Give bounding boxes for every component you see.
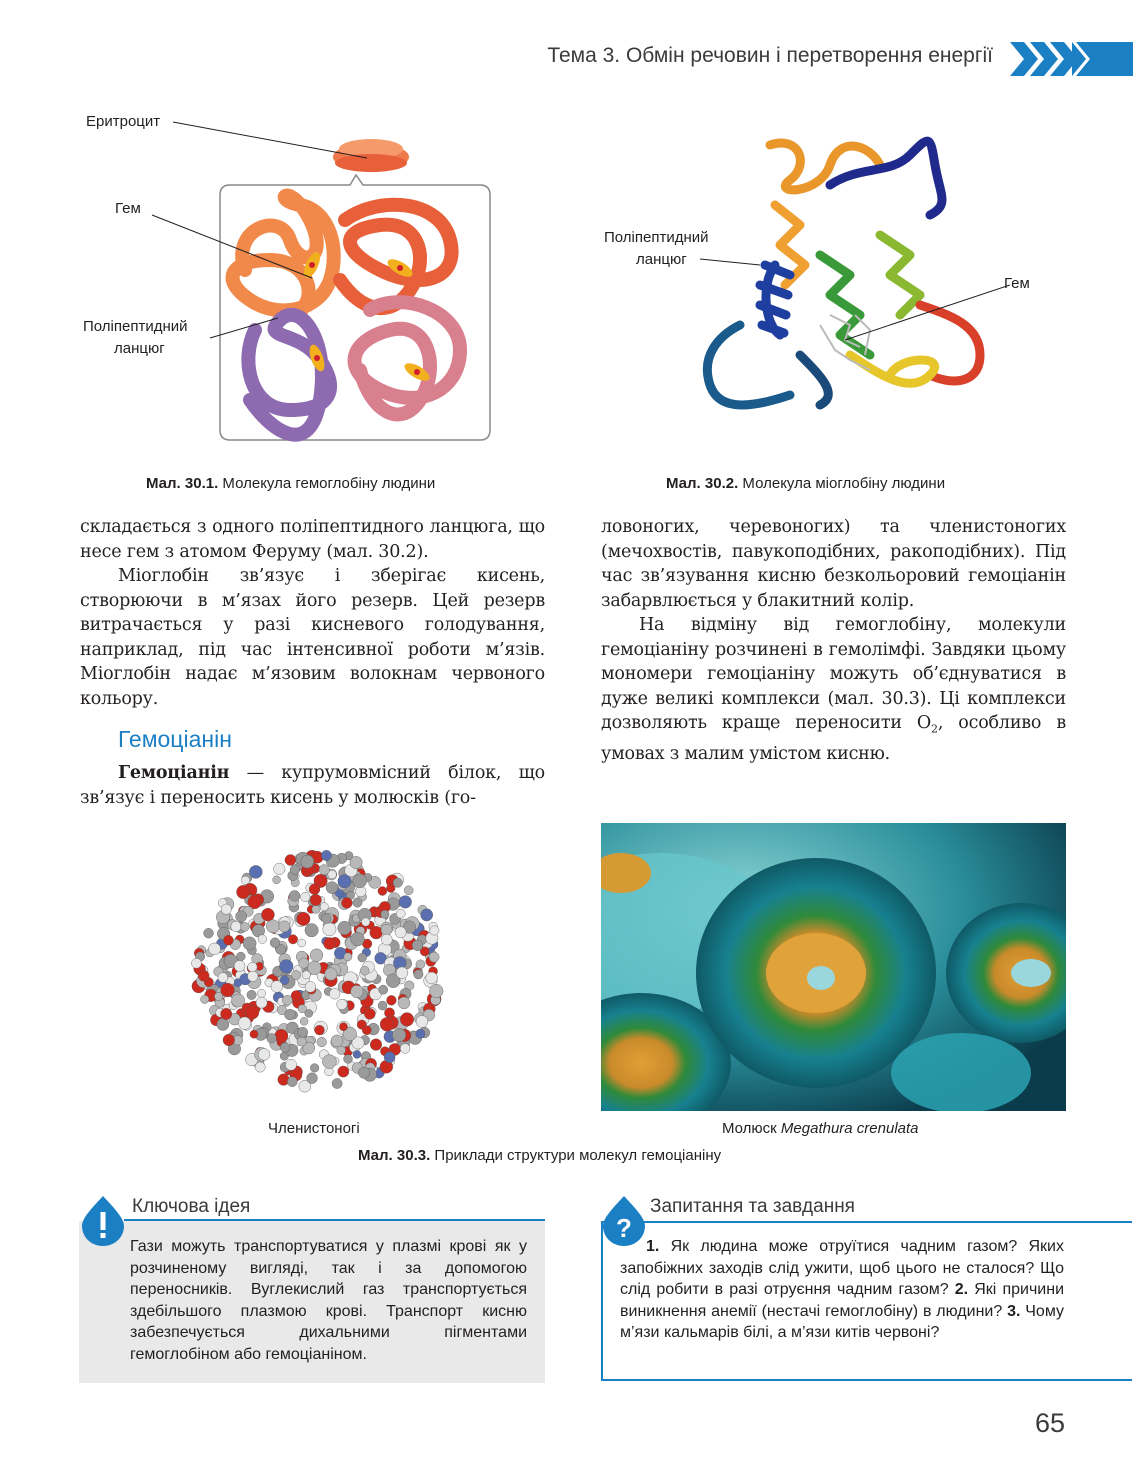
- atom-sphere: [218, 973, 228, 983]
- atom-sphere: [301, 892, 311, 902]
- atom-sphere: [338, 921, 352, 935]
- myoglobin-illustration: [680, 125, 1010, 425]
- atom-sphere: [358, 953, 367, 962]
- atom-sphere: [404, 886, 413, 895]
- atom-sphere: [399, 896, 412, 909]
- atom-sphere: [305, 982, 316, 993]
- arthropod-hemocyanin-image: [180, 825, 460, 1110]
- atom-sphere: [326, 882, 338, 894]
- atom-sphere: [271, 981, 283, 993]
- atom-sphere: [234, 979, 242, 987]
- divider: [124, 1219, 545, 1221]
- atom-sphere: [290, 865, 300, 875]
- atom-sphere: [214, 992, 222, 1000]
- chevron-right-icon: [1010, 40, 1133, 78]
- atom-sphere: [312, 905, 320, 913]
- atom-sphere: [243, 937, 256, 950]
- atom-sphere: [307, 1073, 318, 1084]
- atom-sphere: [298, 939, 306, 947]
- mollusc-hemocyanin-image: [601, 823, 1066, 1111]
- atom-sphere: [351, 932, 365, 946]
- atom-sphere: [323, 923, 336, 936]
- atom-sphere: [238, 1017, 251, 1030]
- atom-sphere: [291, 991, 302, 1002]
- atom-sphere: [299, 958, 309, 968]
- atom-sphere: [301, 855, 314, 868]
- atom-sphere: [315, 1025, 325, 1035]
- atom-sphere: [297, 912, 310, 925]
- label-chain: ланцюг: [114, 340, 165, 357]
- atom-sphere: [287, 1077, 297, 1087]
- atom-sphere: [338, 1066, 349, 1077]
- atom-sphere: [364, 1008, 375, 1019]
- atom-sphere: [321, 850, 331, 860]
- atom-sphere: [398, 997, 410, 1009]
- paragraph: складається з одного поліпептидного ланцюга, що несе гем з атомом Феруму (мал. 30.2).: [80, 517, 545, 562]
- atom-sphere: [256, 997, 267, 1008]
- atom-sphere: [209, 943, 221, 955]
- atom-sphere: [258, 935, 267, 944]
- atom-sphere: [380, 1017, 394, 1031]
- atom-sphere: [248, 962, 258, 972]
- left-text-column: [80, 515, 545, 711]
- atom-sphere: [320, 903, 328, 911]
- atom-sphere: [297, 1037, 306, 1046]
- atom-sphere: [223, 1034, 235, 1046]
- atom-sphere: [198, 970, 209, 981]
- atom-sphere: [279, 921, 290, 932]
- atom-sphere: [223, 935, 233, 945]
- atom-sphere: [416, 1029, 425, 1038]
- page-number: 65: [1034, 1408, 1065, 1438]
- atom-sphere: [426, 972, 438, 984]
- atom-sphere: [400, 1013, 414, 1027]
- atom-sphere: [416, 960, 425, 969]
- atom-sphere: [234, 961, 245, 972]
- atom-sphere: [266, 920, 279, 933]
- svg-text:?: ?: [616, 1213, 632, 1243]
- atom-sphere: [310, 1064, 319, 1073]
- atom-sphere: [342, 898, 353, 909]
- atom-sphere: [280, 960, 294, 974]
- atom-sphere: [257, 989, 265, 997]
- key-idea-text: Гази можуть транспортуватися у плазмі крові як у розчиненому вигляді, так і за допомогою переносників. Вуглекислий газ транспортується здебільшого плазмою крові. Транспорт кисню забезпечується дихальними пігментами гемоглобіном або гемоціаніном.: [130, 1238, 527, 1363]
- atom-sphere: [317, 1037, 327, 1047]
- atom-sphere: [414, 970, 423, 979]
- atom-sphere: [360, 966, 369, 975]
- atom-sphere: [310, 894, 321, 905]
- right-text-column: [601, 515, 1066, 767]
- atom-sphere: [255, 1062, 265, 1072]
- atom-sphere: [221, 1008, 232, 1019]
- atom-sphere: [285, 855, 296, 866]
- atom-sphere: [338, 875, 351, 888]
- label-polypeptide: Поліпептидний: [83, 318, 188, 335]
- figure-caption: Мал. 30.1. Молекула гемоглобіну людини: [146, 475, 436, 492]
- atom-sphere: [248, 971, 259, 982]
- atom-sphere: [232, 994, 245, 1007]
- atom-sphere: [308, 961, 322, 975]
- atom-sphere: [261, 908, 274, 921]
- label-chain: ланцюг: [636, 251, 687, 268]
- key-idea-title: Ключова ідея: [132, 1196, 251, 1217]
- atom-sphere: [322, 1055, 336, 1069]
- atom-sphere: [285, 1059, 296, 1070]
- atom-sphere: [241, 922, 250, 931]
- atom-sphere: [237, 885, 250, 898]
- section-heading: Гемоціанін: [118, 726, 232, 752]
- atom-sphere: [396, 967, 408, 979]
- atom-sphere: [305, 924, 318, 937]
- questions-text: 1. Як людина може отруїтися чадним газом? Яких запобіжних заходів слід ужити, щоб цього не сталося? Що слід робити в разі отруєння чадним газом? 2. Які причини виникнення анемії (нестачі гемоглобіну) в людини? 3. Чому м’язи кальмарів білі, а м’язи китів червоні?: [620, 1238, 1065, 1341]
- atom-sphere: [250, 1030, 258, 1038]
- atom-sphere: [392, 1028, 406, 1042]
- label-erythrocyte: Еритроцит: [86, 113, 161, 130]
- atom-sphere: [285, 1009, 296, 1020]
- atom-sphere: [274, 863, 286, 875]
- atom-sphere: [430, 926, 439, 935]
- atom-sphere: [412, 940, 423, 951]
- atom-sphere: [191, 958, 201, 968]
- atom-sphere: [331, 1035, 343, 1047]
- atom-sphere: [280, 1043, 290, 1053]
- atom-sphere: [381, 910, 389, 918]
- atom-sphere: [353, 874, 367, 888]
- atom-sphere: [273, 876, 281, 884]
- atom-sphere: [396, 909, 405, 918]
- atom-sphere: [292, 970, 301, 979]
- label-heme: Гем: [1004, 275, 1030, 292]
- atom-sphere: [353, 898, 362, 907]
- atom-sphere: [378, 887, 387, 896]
- atom-sphere: [298, 1027, 308, 1037]
- atom-sphere: [236, 911, 247, 922]
- atom-sphere: [325, 968, 338, 981]
- atom-sphere: [381, 934, 392, 945]
- atom-sphere: [362, 918, 370, 926]
- atom-sphere: [416, 1016, 428, 1028]
- label-polypeptide: Поліпептидний: [604, 229, 709, 246]
- atom-sphere: [351, 985, 364, 998]
- atom-sphere: [275, 1029, 288, 1042]
- atom-sphere: [309, 884, 320, 895]
- hemoglobin-illustration: [80, 110, 520, 450]
- myoglobin-figure: [680, 125, 1010, 425]
- atom-sphere: [236, 952, 245, 961]
- atom-sphere: [322, 914, 332, 924]
- atom-sphere: [204, 928, 214, 938]
- hemocyanin-complex-render: [601, 823, 1066, 1111]
- atom-sphere: [350, 856, 362, 868]
- atom-sphere: [329, 988, 340, 999]
- atom-sphere: [305, 1009, 313, 1017]
- atom-sphere: [270, 938, 280, 948]
- atom-sphere: [353, 1050, 361, 1058]
- atom-sphere: [332, 1078, 342, 1088]
- atom-sphere: [300, 1017, 308, 1025]
- paragraph: Міоглобін зв’язує і зберігає кисень, створюючи в м’язах його резерв. Цей резерв витрачається у разі кисневого голодування, наприклад, під час інтенсивної роботи м’язів. Міоглобін надає м’язовим волокнам червоного кольору.: [80, 566, 545, 709]
- paragraph: Гемоціанін — купрумовмісний білок, що зв’язує і переносить кисень у молюсків (го-: [80, 763, 545, 808]
- atom-sphere: [337, 999, 348, 1010]
- atom-sphere: [400, 1044, 410, 1054]
- atom-sphere: [324, 938, 336, 950]
- left-text-column-2: [80, 761, 545, 810]
- atom-sphere: [395, 927, 406, 938]
- atom-sphere: [247, 990, 256, 999]
- atom-sphere: [201, 995, 209, 1003]
- atom-sphere: [362, 1026, 371, 1035]
- atom-sphere: [217, 1018, 229, 1030]
- atom-sphere: [421, 909, 433, 921]
- atom-sphere: [429, 952, 439, 962]
- atom-sphere: [249, 865, 262, 878]
- atom-sphere: [319, 865, 329, 875]
- figure-caption: Мал. 30.2. Молекула міоглобіну людини: [666, 475, 946, 492]
- atom-sphere: [339, 1023, 347, 1031]
- atom-sphere: [282, 995, 292, 1005]
- atom-sphere: [381, 924, 392, 935]
- atom-sphere: [358, 1067, 369, 1078]
- atom-sphere: [310, 949, 323, 962]
- atom-sphere: [370, 1039, 382, 1051]
- atom-sphere: [344, 953, 352, 961]
- questions-title: Запитання та завдання: [650, 1196, 855, 1217]
- atom-sphere: [387, 995, 397, 1005]
- exclamation-icon: [82, 1196, 124, 1246]
- paragraph: На відміну від гемоглобіну, молекули гемоціаніну розчинені в гемолімфі. Завдяки цьому мономери гемоціаніну можуть об’єднуватися в дуже великі комплекси (мал. 30.3). Ці комплекси дозволяють краще переносити $О_2$, особливо в умовах з малим умістом кисню.: [601, 615, 1066, 764]
- atom-sphere: [221, 904, 231, 914]
- chapter-title: Тема 3. Обмін речовин і перетворення енергії: [547, 44, 993, 67]
- paragraph: ловоногих, черевоногих) та членистоногих (мечохвостів, павукоподібних, ракоподібних). Під час зв’язування кисню безкольоровий гемоціанін забарвлюється у блакитний колір.: [601, 517, 1066, 611]
- atom-sphere: [384, 1052, 395, 1063]
- label-arthropods: Членистоногі: [268, 1120, 360, 1137]
- atom-sphere: [344, 1055, 353, 1064]
- atom-sphere: [231, 921, 241, 931]
- hemoglobin-figure: [80, 110, 520, 450]
- atom-sphere: [379, 985, 388, 994]
- atom-sphere: [430, 984, 444, 998]
- atom-sphere: [370, 926, 383, 939]
- atom-sphere: [246, 1006, 259, 1019]
- figure-caption: Мал. 30.3. Приклади структури молекул гемоціаніну: [358, 1147, 722, 1164]
- label-heme: Гем: [115, 200, 141, 217]
- atom-sphere: [258, 1049, 270, 1061]
- atom-sphere: [267, 1034, 277, 1044]
- atom-sphere: [289, 891, 300, 902]
- atom-sphere: [393, 878, 402, 887]
- atom-sphere: [288, 935, 297, 944]
- space-filling-model: [180, 825, 460, 1110]
- label-mollusc: Молюск Megathura crenulata: [722, 1120, 919, 1137]
- atom-sphere: [378, 1001, 387, 1010]
